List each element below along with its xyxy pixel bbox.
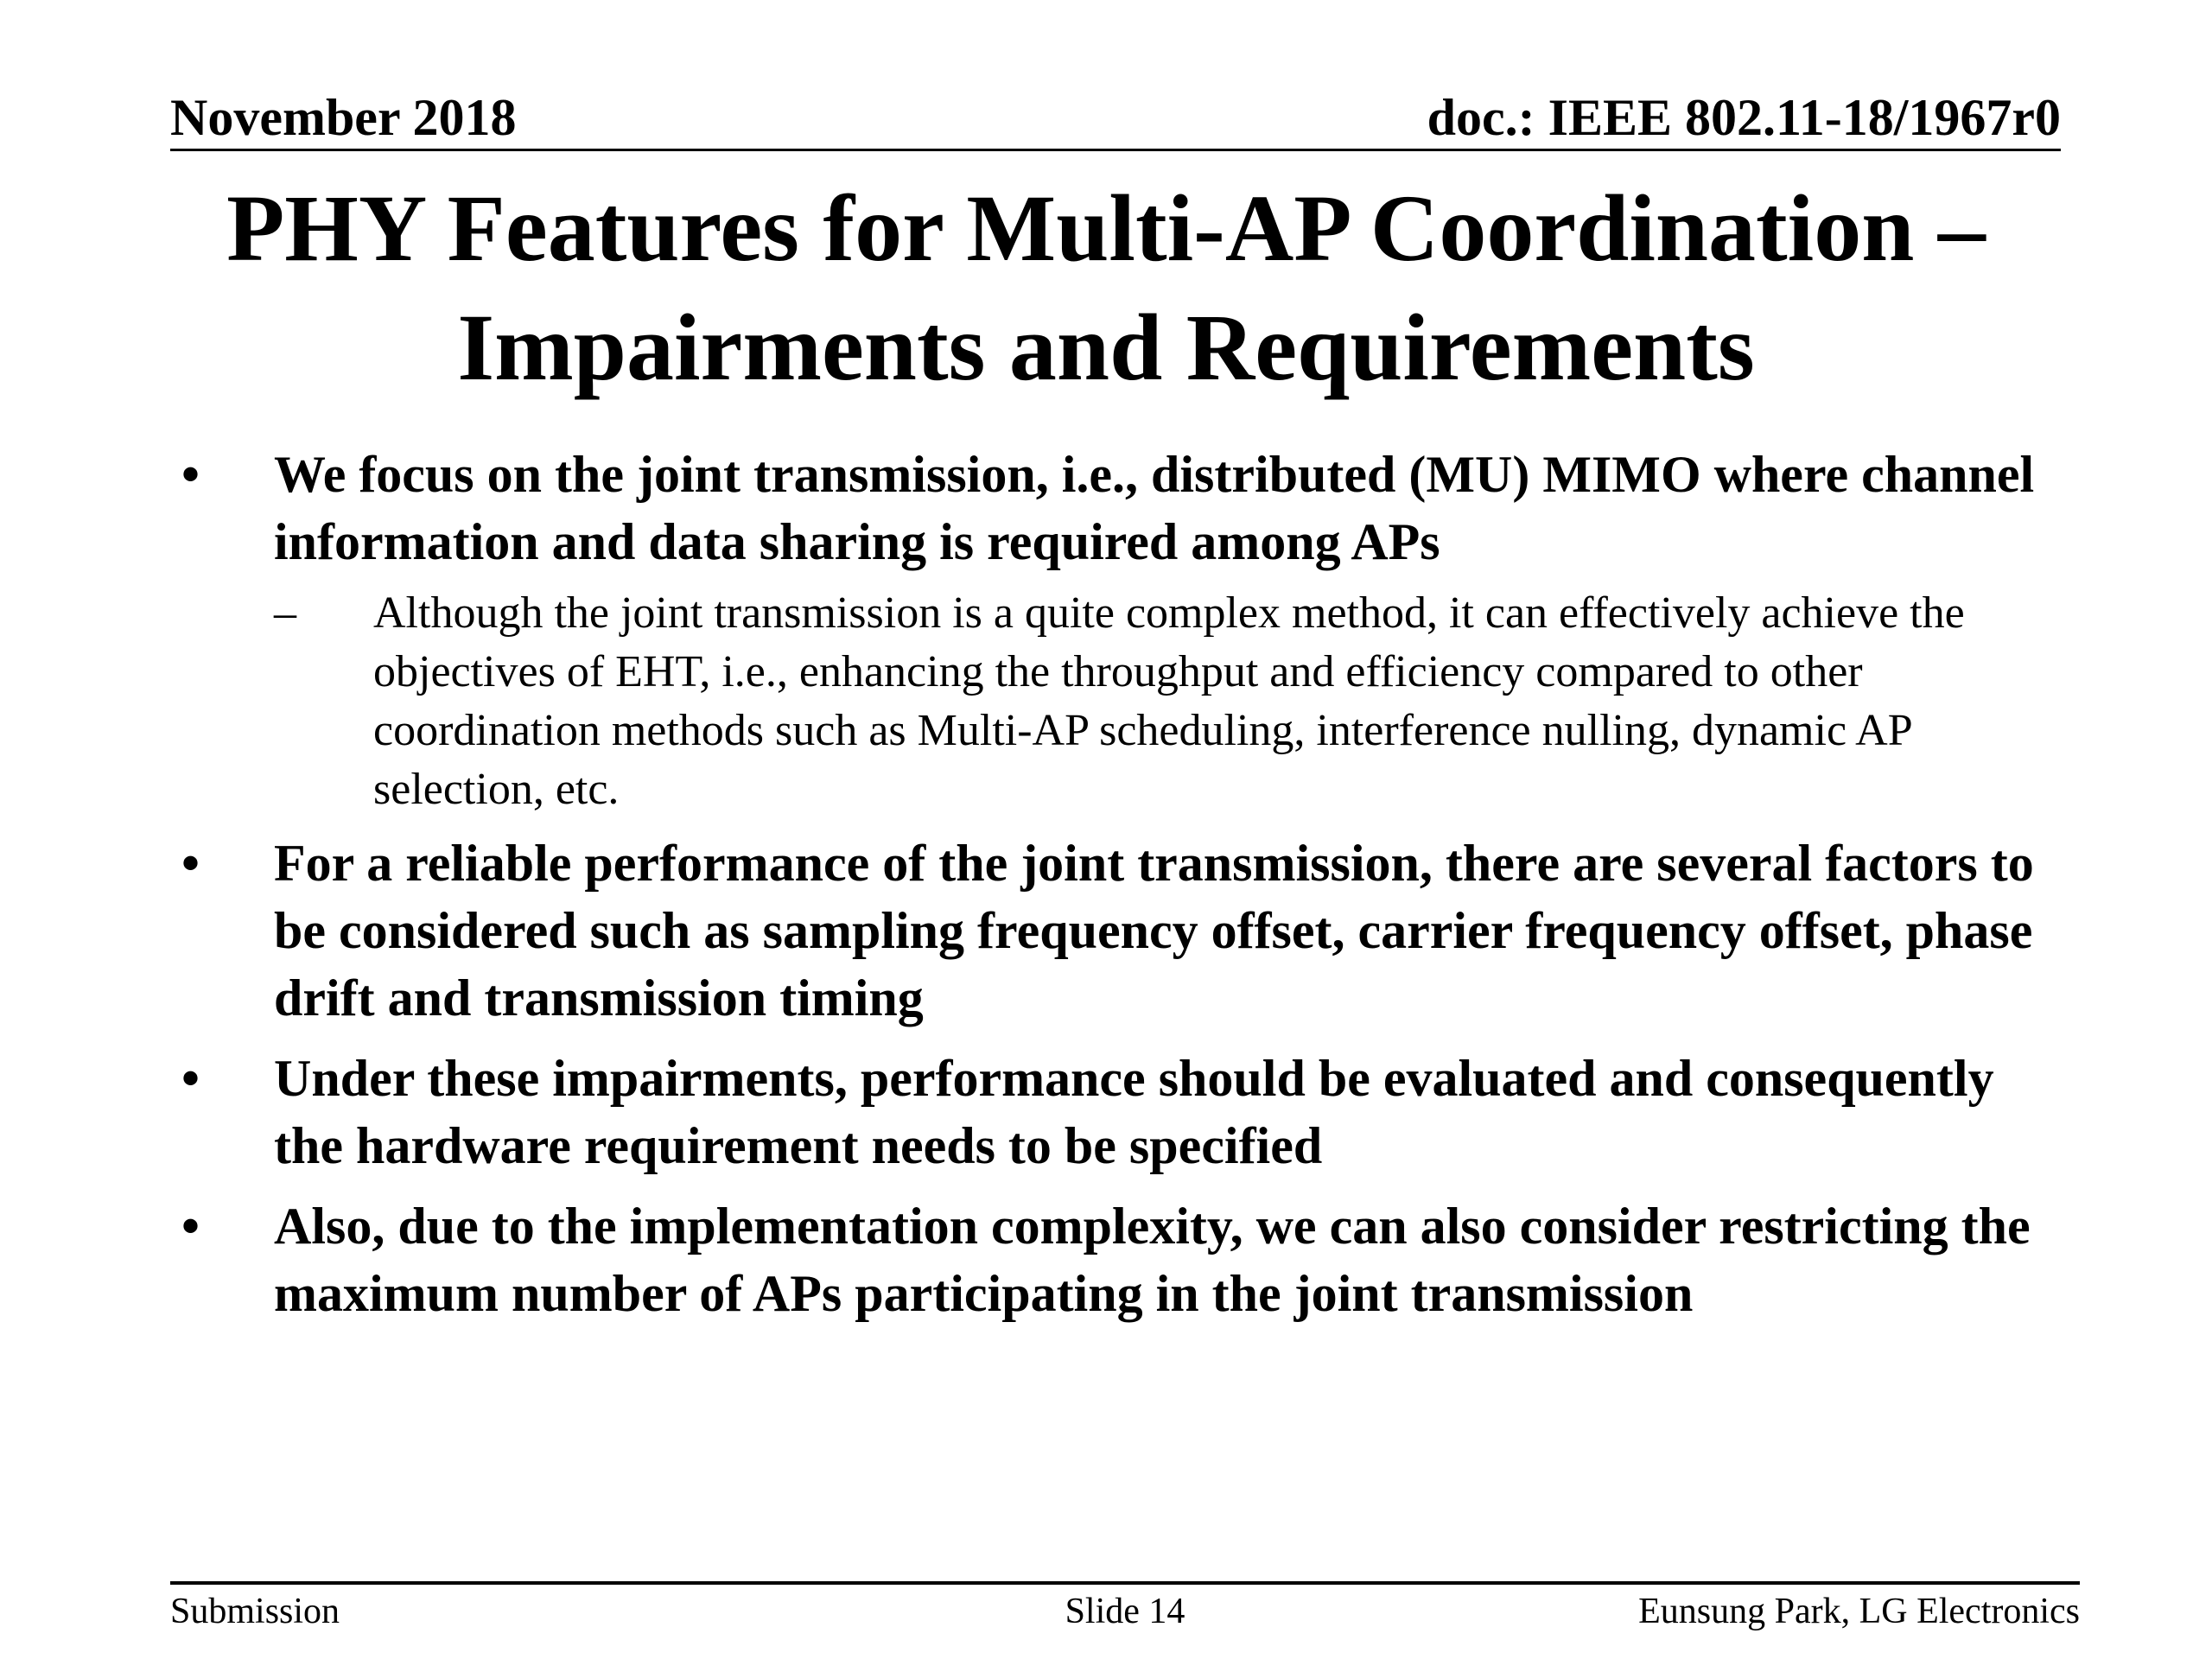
- slide-title-line-2: Impairments and Requirements: [457, 295, 1755, 400]
- sub-bullet-item-1: [274, 584, 2039, 819]
- header-doc-id: doc.: IEEE 802.11-18/1967r0: [1427, 89, 2061, 146]
- bullet-marker: •: [181, 1198, 200, 1255]
- bullet-item-1: [181, 441, 2039, 575]
- footer-slide-number: Slide 14: [1065, 1592, 1185, 1631]
- slide-body: [181, 441, 2039, 1327]
- bullet-item-3: [181, 1045, 2039, 1179]
- bullet-text: Also, due to the implementation complexity, we can also consider restricting the maximum number of APs participating in the joint transmission: [274, 1198, 2031, 1322]
- bullet-marker: •: [181, 1050, 200, 1107]
- bullet-text: For a reliable performance of the joint transmission, there are several factors to be considered such as sampling frequency offset, carrier frequency offset, phase drift and transmission timing: [274, 835, 2034, 1027]
- bullet-marker: •: [181, 835, 200, 892]
- footer-author: Eunsung Park, LG Electronics: [1638, 1592, 2080, 1631]
- sub-bullet-text: Although the joint transmission is a quite complex method, it can effectively achieve the objectives of EHT, i.e., enhancing the throughput and efficiency compared to other coordination methods such as Multi-AP scheduling, interference nulling, dynamic AP selection, etc.: [373, 588, 1965, 814]
- bullet-item-4: [181, 1192, 2039, 1327]
- slide-title: [156, 168, 2056, 407]
- bullet-text: We focus on the joint transmission, i.e., distributed (MU) MIMO where channel information and data sharing is required among APs: [274, 446, 2035, 570]
- footer-submission: Submission: [170, 1592, 340, 1631]
- sub-bullet-marker: –: [274, 588, 296, 638]
- header-date: November 2018: [170, 89, 517, 146]
- slide-footer: [170, 1581, 2080, 1633]
- slide-title-line-1: PHY Features for Multi-AP Coordination –: [226, 175, 1986, 281]
- bullet-text: Under these impairments, performance should be evaluated and consequently the hardware requirement needs to be specified: [274, 1050, 1994, 1174]
- bullet-item-2: [181, 830, 2039, 1032]
- bullet-marker: •: [181, 446, 200, 503]
- slide-header: [170, 86, 2061, 151]
